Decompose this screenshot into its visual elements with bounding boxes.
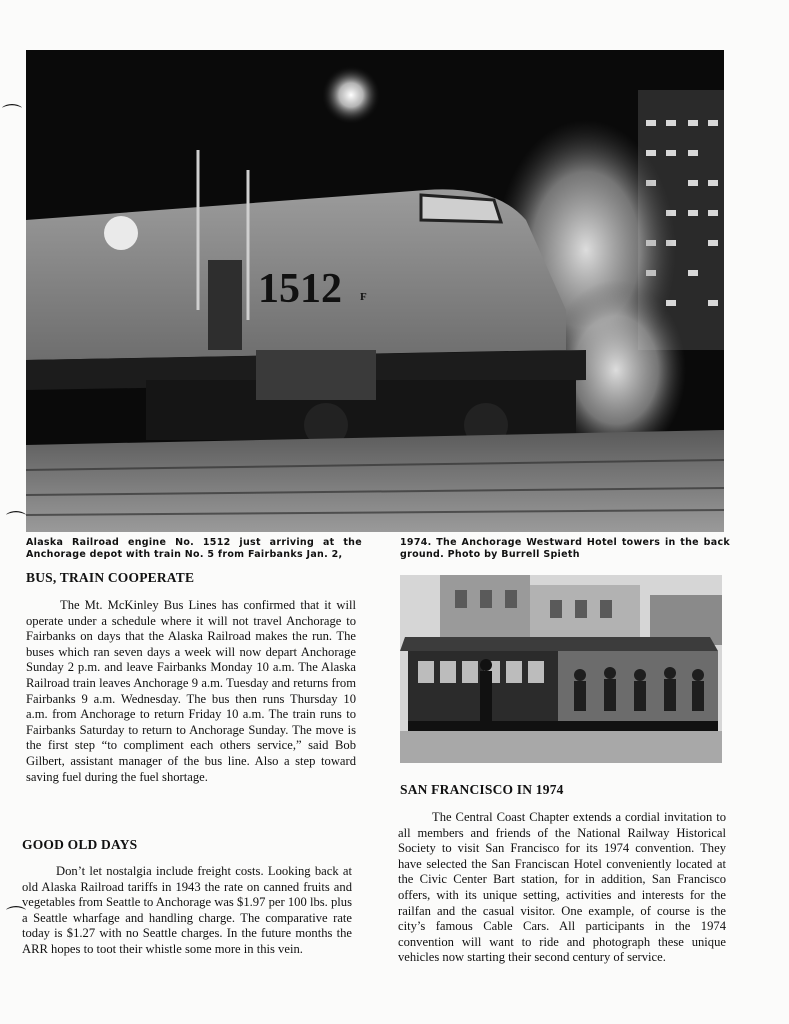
engine-number-suffix: F [360,291,367,303]
cable-car-photo [400,575,722,763]
locomotive-illustration [26,50,724,532]
cable-car-illustration [400,575,722,763]
headline-bus-train: BUS, TRAIN COOPERATE [26,570,195,585]
locomotive-photo [26,50,724,532]
article-san-francisco-body: The Central Coast Chapter extends a cordial invitation to all members and friends of the National Railway Historical Society to visit San Francisco for its 1974 convention. They have selected the San Franciscan Hotel conveniently located at the Civic Center Bart station, for in addition, San Francisco offers, with its unique setting, activities and interests for the railfan and the casual visitor. One example, of course is the city’s famous Cable Cars. All participants in the 1974 convention will want to ride and photograph these unique vehicles now starting their second century of service. [398,810,726,965]
headline-san-francisco: SAN FRANCISCO IN 1974 [400,782,564,797]
binder-mark-bottom: ⌒ [6,904,26,928]
binder-mark-top: ⌒ [2,102,22,126]
article-bus-train-body: The Mt. McKinley Bus Lines has confirmed that it will operate under a schedule where it will not travel Anchorage to Fairbanks on days that the Alaska Railroad makes the run. The buses which ran seven days a week will now depart Anchorage Sunday 2 p.m. and leave Fairbanks Monday 10 a.m. The Alaska Railroad train leaves Anchorage 9 a.m. Tuesday and returns from Fairbanks 9 a.m. Wednesday. The bus then runs Thursday 10 a.m. from Anchorage to return Friday 10 a.m. The train runs to Fairbanks Saturday to return to Anchorage Sunday. The move is the first step “to compliment each others service,” said Bob Gilbert, assistant manager of the bus line. Also a step toward saving fuel during the fuel shortage. [26,598,356,784]
photo-caption-left: Alaska Railroad engine No. 1512 just arriving at the Anchorage depot with train No. 5 from Fairbanks Jan. 2, [26,537,362,560]
photo-caption-right: 1974. The Anchorage Westward Hotel towers in the back ground. Photo by Burrell Spieth [400,537,730,560]
binder-mark-middle: ⌒ [6,509,26,533]
headline-good-old-days: GOOD OLD DAYS [22,837,138,852]
engine-number: 1512 [258,266,342,312]
article-good-old-days-body: Don’t let nostalgia include freight costs. Looking back at old Alaska Railroad tariffs in 1943 the rate on canned fruits and vegetables from Seattle to Anchorage was $1.97 per 100 lbs. plus a Seattle wharfage and handling charge. The comparative rate today is $1.27 with no Seattle charges. In the future months the ARR hopes to toot their whistle some more in this vein. [22,864,352,956]
